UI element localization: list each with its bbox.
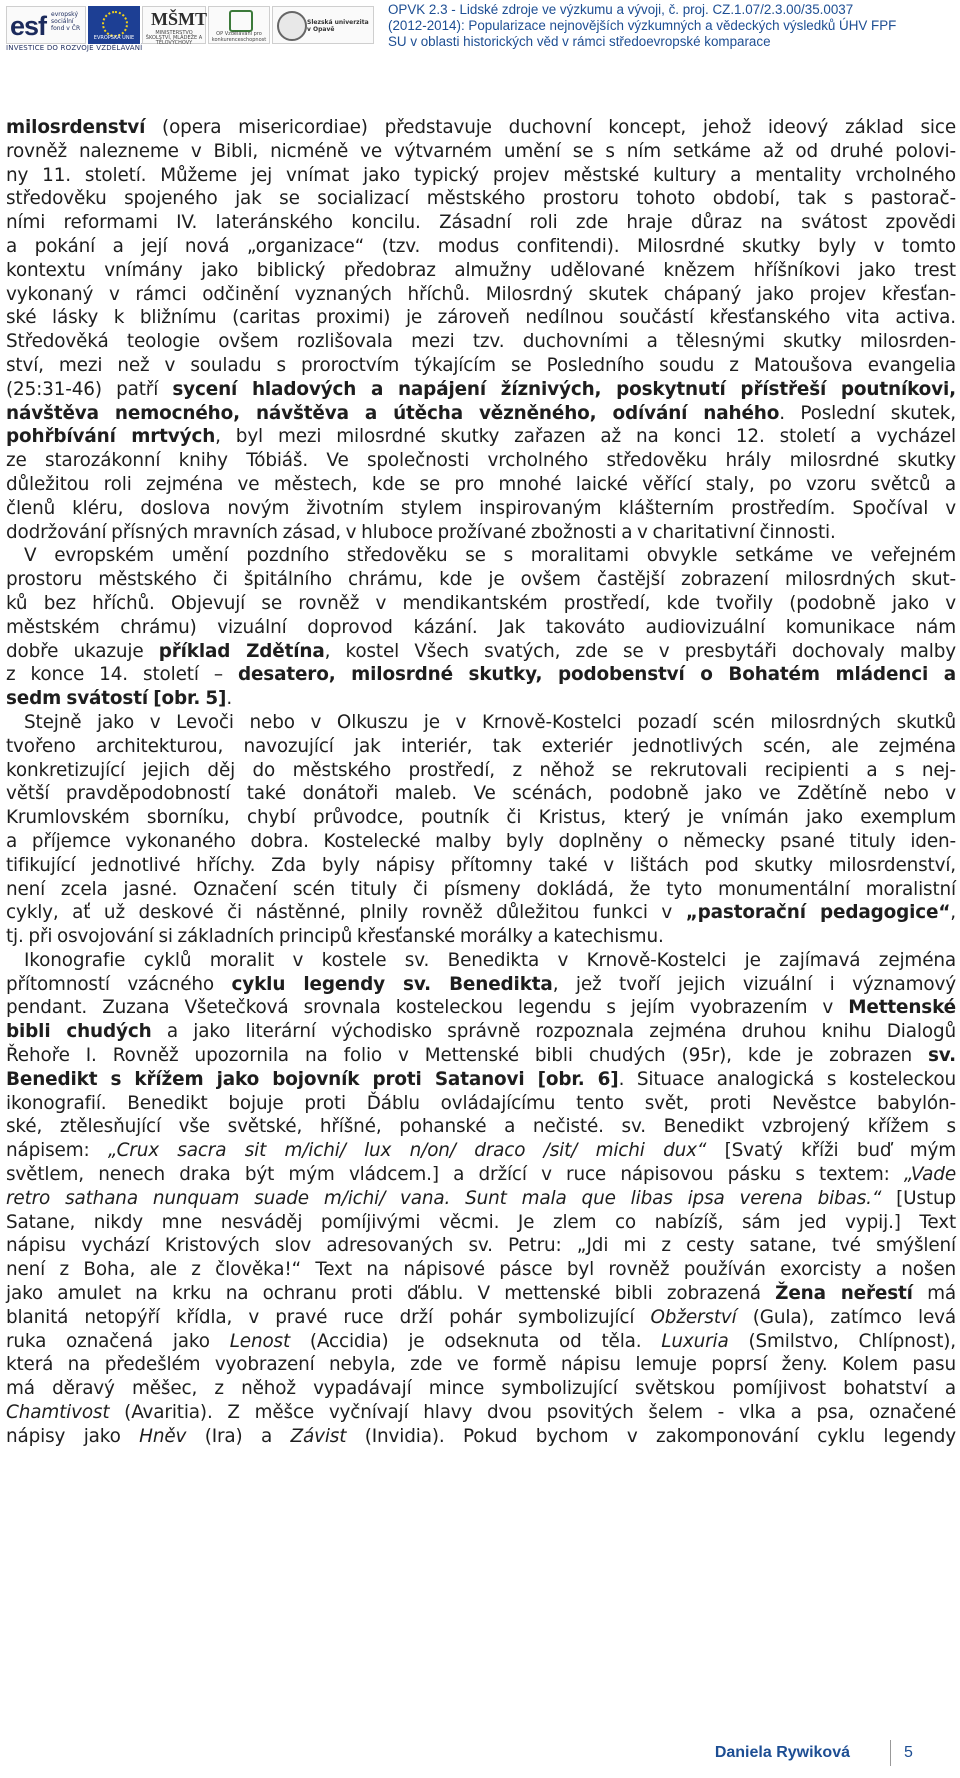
- text-line: návštěva nemocného, návštěva a útěcha vězněného, odívání nahého. Poslední skutek,: [6, 402, 957, 424]
- eu-logo-caption: EVROPSKÁ UNIE: [93, 35, 135, 41]
- page-number: 5: [904, 1744, 913, 1761]
- text-line: dodržování přísných mravních zásad, v hluboce prožívané zbožnosti a v charitativní činnosti.: [6, 521, 836, 543]
- text-line: větší pravděpodobností také donátoři maleb. Ve scénách, podobně jako ve Zdětíně nebo v: [6, 783, 956, 805]
- text-line: ků bez hříchů. Objevují se rovněž v mendikantském prostředí, kde tvořily (podobně jako v: [6, 592, 956, 614]
- text-line: členů kléru, doslova novým životním stylem inspirovaným klášterním prostředím. Spočíval v: [6, 497, 956, 519]
- text-line: ze starozákonní knihy Tóbiáš. Ve společnosti vrcholného středověku hrály milosrdné skutky: [6, 450, 956, 472]
- text-line: ské lásky k bližnímu (caritas proximi) je zároveň nedílnou součástí křesťanského vita activa.: [6, 307, 956, 329]
- text-line: přítomností vzácného cyklu legendy sv. Benedikta, jež tvoří jejich vizuální i významový: [6, 973, 956, 995]
- project-info-line: OPVK 2.3 - Lidské zdroje ve výzkumu a vývoji, č. proj. CZ.1.07/2.3.00/35.0037: [388, 2, 854, 17]
- text-line: sedm svátostí [obr. 5].: [6, 688, 233, 710]
- msmt-logo: [142, 6, 206, 44]
- esf-logo: [6, 6, 86, 44]
- sponsor-logos: [6, 6, 376, 52]
- text-line: blanitá netopýří křídla, v pravé ruce drží pohár symbolizující Obžerství (Gula), zatímco levá: [6, 1306, 956, 1328]
- footer-divider: [890, 1740, 891, 1766]
- text-line: nápisu vychází Kristových slov adresovaných sv. Petru: „Jdi mi z cesty satane, tvé smýšlení: [6, 1235, 956, 1257]
- text-line: V evropském umění pozdního středověku se s moralitami obvykle setkáme ve veřejném: [24, 545, 956, 567]
- text-line: prostoru městského či špitálního chrámu, kde je ovšem častější zobrazení milosrdných skut-: [6, 569, 956, 591]
- eu-stars-icon: [102, 11, 128, 37]
- footer-author: Daniela Rywiková: [714, 1744, 850, 1761]
- project-info-line: (2012-2014): Popularizace nejnovějších výzkumných a vědeckých výsledků ÚHV FPF: [388, 18, 897, 33]
- university-logo-caption: Slezská univerzita v Opavě: [307, 19, 369, 33]
- text-line: Chamtivost (Avaritia). Z měšce vyčnívají hlavy dvou psovitých šelem - vlka a psa, označené: [6, 1402, 956, 1424]
- text-line: retro sathana nunquam suade m/ichi/ vana. Sunt mala que libas ipsa verena bibas.“ [Ustup: [6, 1187, 957, 1209]
- text-line: důležitou roli zejména ve městech, kde se pro mnohé laické věřící staly, po vzoru světců a: [6, 473, 956, 495]
- project-info: [388, 2, 896, 50]
- text-line: tifikující jednotlivé hříchy. Zda byly nápisy přítomny také v lištách pod skutky milosrdenství,: [6, 854, 956, 876]
- text-line: jako amulet na krku na ochranu proti ďáblu. V mettenské bibli zobrazená Žena neřestí má: [6, 1283, 956, 1305]
- text-line: středověku spojeného jak se socializací městského prostoru tohoto období, tak s pastorač-: [6, 188, 956, 210]
- project-info-line: SU v oblasti historických věd v rámci středoevropské komparace: [388, 34, 771, 49]
- text-line: rovněž nalezneme v Bibli, nicméně ve výtvarném umění se s ním setkáme až od druhé polovi-: [6, 140, 956, 162]
- text-line: Ikonografie cyklů moralit v kostele sv. Benedikta v Krnově-Kostelci je zajímavá zejména: [24, 949, 956, 971]
- text-line: není zcela jasné. Označení scén tituly či písmeny dokládá, že tyto monumentální moralistní: [6, 878, 956, 900]
- text-line: Satane, nikdy mne nesváděj pomíjivými věcmi. Je zlem co nabízíš, sám jed vypij.] Text: [6, 1211, 956, 1233]
- text-line: a pokání a její nová „organizace“ (tzv. modus confitendi). Milosrdné skutky byly v tomto: [6, 235, 956, 257]
- page-footer: [0, 1740, 960, 1770]
- text-line: není z Boha, ale z člověka!“ Text na nápisové pásce byl rovněž používán exorcisty a nošen: [6, 1259, 956, 1281]
- text-line: kontextu vnímány jako biblický předobraz almužny udělované knězem hříšníkovi jako trest: [6, 259, 956, 281]
- text-line: Benedikt s křížem jako bojovník proti Satanovi [obr. 6]. Situace analogická s kosteleckou: [6, 1068, 956, 1090]
- university-seal-icon: [277, 11, 307, 41]
- msmt-logo-caption: MINISTERSTVO ŠKOLSTVÍ, MLÁDEŽE A TĚLOVÝCHOVY: [145, 30, 203, 46]
- text-line: ruka označená jako Lenost (Accidia) je odseknuta od těla. Luxuria (Smilstvo, Chlípnost),: [6, 1330, 956, 1352]
- text-line: ství, mezi než v souladu s proroctvím týkajícím se Posledního soudu z Matoušova evangelia: [6, 354, 956, 376]
- text-line: tvořeno architekturou, navozující jak interiér, tak exteriér jednotlivých scén, ale zejména: [6, 735, 956, 757]
- text-line: Středověká teologie ovšem rozlišovala mezi tzv. duchovními a tělesnými skutky milosrden-: [6, 331, 956, 353]
- text-line: ikonografií. Benedikt bojuje proti Ďáblu ovládajícímu tento svět, proti Nevěstce babylón-: [6, 1092, 956, 1114]
- text-line: Řehoře I. Rovněž upozornila na folio v Mettenské bibli chudých (95r), kde je zobrazen sv.: [6, 1045, 956, 1067]
- investment-slogan: INVESTICE DO ROZVOJE VZDĚLÁVÁNÍ: [6, 44, 143, 52]
- silesian-university-logo: [272, 6, 374, 44]
- text-line: nápisy jako Hněv (Ira) a Závist (Invidia). Pokud bychom v zakomponování cyklu legendy: [6, 1425, 956, 1447]
- text-line: a příjemce vykonaného dobra. Kostelecké malby byly doplněny o německy psané tituly iden-: [6, 830, 956, 852]
- esf-logo-mark: esf: [10, 11, 47, 41]
- text-line: bibli chudých a jako literární východisko správně rozpoznala zejména druhou knihu Dialogů: [6, 1021, 956, 1043]
- text-line: z konce 14. století – desatero, milosrdné skutky, podobenství o Bohatém mládenci a: [6, 664, 956, 686]
- text-line: cykly, ať už deskové či nástěnné, plnily rovněž důležitou funkci v „pastorační pedagogice“,: [6, 902, 956, 924]
- page-header: [0, 0, 960, 58]
- text-line: (25:31-46) patří sycení hladových a napájení žíznivých, poskytnutí přístřeší poutníkovi,: [6, 378, 956, 400]
- text-line: má děravý měšec, z něhož vypadávají mince symbolizující světskou pomíjivost bohatství a: [6, 1378, 956, 1400]
- text-line: konkretizující jejich děj do městského prostředí, z něhož se rekrutovali recipienti a s nej-: [6, 759, 956, 781]
- esf-logo-caption: evropský sociální fond v ČR: [51, 11, 81, 32]
- text-line: pendant. Zuzana Všetečková srovnala kosteleckou legendu s jejím vyobrazením v Mettenské: [6, 997, 956, 1019]
- text-line: milosrdenství (opera misericordiae) představuje duchovní koncept, jehož ideový základ sice: [6, 117, 956, 138]
- text-line: ny 11. století. Můžeme jej vnímat jako typický projev městské kultury a mentality vrcholného: [6, 164, 956, 186]
- text-line: Stejně jako v Levoči nebo v Olkuszu je v Krnově-Kostelci pozadí scén milosrdných skutků: [24, 711, 956, 733]
- text-line: pohřbívání mrtvých, byl mezi milosrdné skutky zařazen až na konci 12. století a vycházel: [6, 426, 957, 448]
- opvk-logo-caption: OP Vzdělávání pro konkurenceschopnost: [211, 31, 267, 43]
- text-line: světlem, nenech draka být mým vládcem.] a držící v ruce nápisovou pásku s textem: „Vade: [6, 1164, 956, 1186]
- article-body: [6, 116, 956, 1449]
- msmt-logo-mark: MŠMT: [151, 9, 207, 29]
- text-line: vykonaný v rámci odčinění vyznaných hříchů. Milosrdný skutek chápaný jako projev křesťan-: [6, 283, 956, 305]
- text-line: tj. při osvojování si základních principů křesťanské morálky a katechismu.: [6, 926, 664, 948]
- eu-flag-logo: [88, 6, 140, 44]
- text-line: Krumlovském sborníku, chybí průvodce, poutník či Kristus, který je vnímán jako exemplum: [6, 807, 956, 829]
- text-line: ské, ztělesňující vše světské, hříšné, pohanské a nečisté. sv. Benedikt vzbrojený křížem s: [6, 1116, 956, 1138]
- opvk-logo: [208, 6, 270, 44]
- opvk-book-icon: [229, 10, 253, 32]
- text-line: ními reformami IV. lateránského koncilu. Zásadní roli zde hraje důraz na svátost zpovědi: [6, 212, 956, 234]
- text-line: která na předešlém vyobrazení nebyla, zde ve formě nápisu lemuje poprsí ženy. Kolem pasu: [6, 1354, 956, 1376]
- text-line: dobře ukazuje příklad Zdětína, kostel Všech svatých, zde se v presbytáři dochovaly malby: [6, 640, 956, 662]
- text-line: nápisem: „Crux sacra sit m/ichi/ lux n/on/ draco /sit/ michi dux“ [Svatý kříži buď mým: [6, 1140, 956, 1162]
- text-line: městském chrámu) vizuální doprovod kázání. Jak takováto audiovizuální komunikace nám: [6, 616, 956, 638]
